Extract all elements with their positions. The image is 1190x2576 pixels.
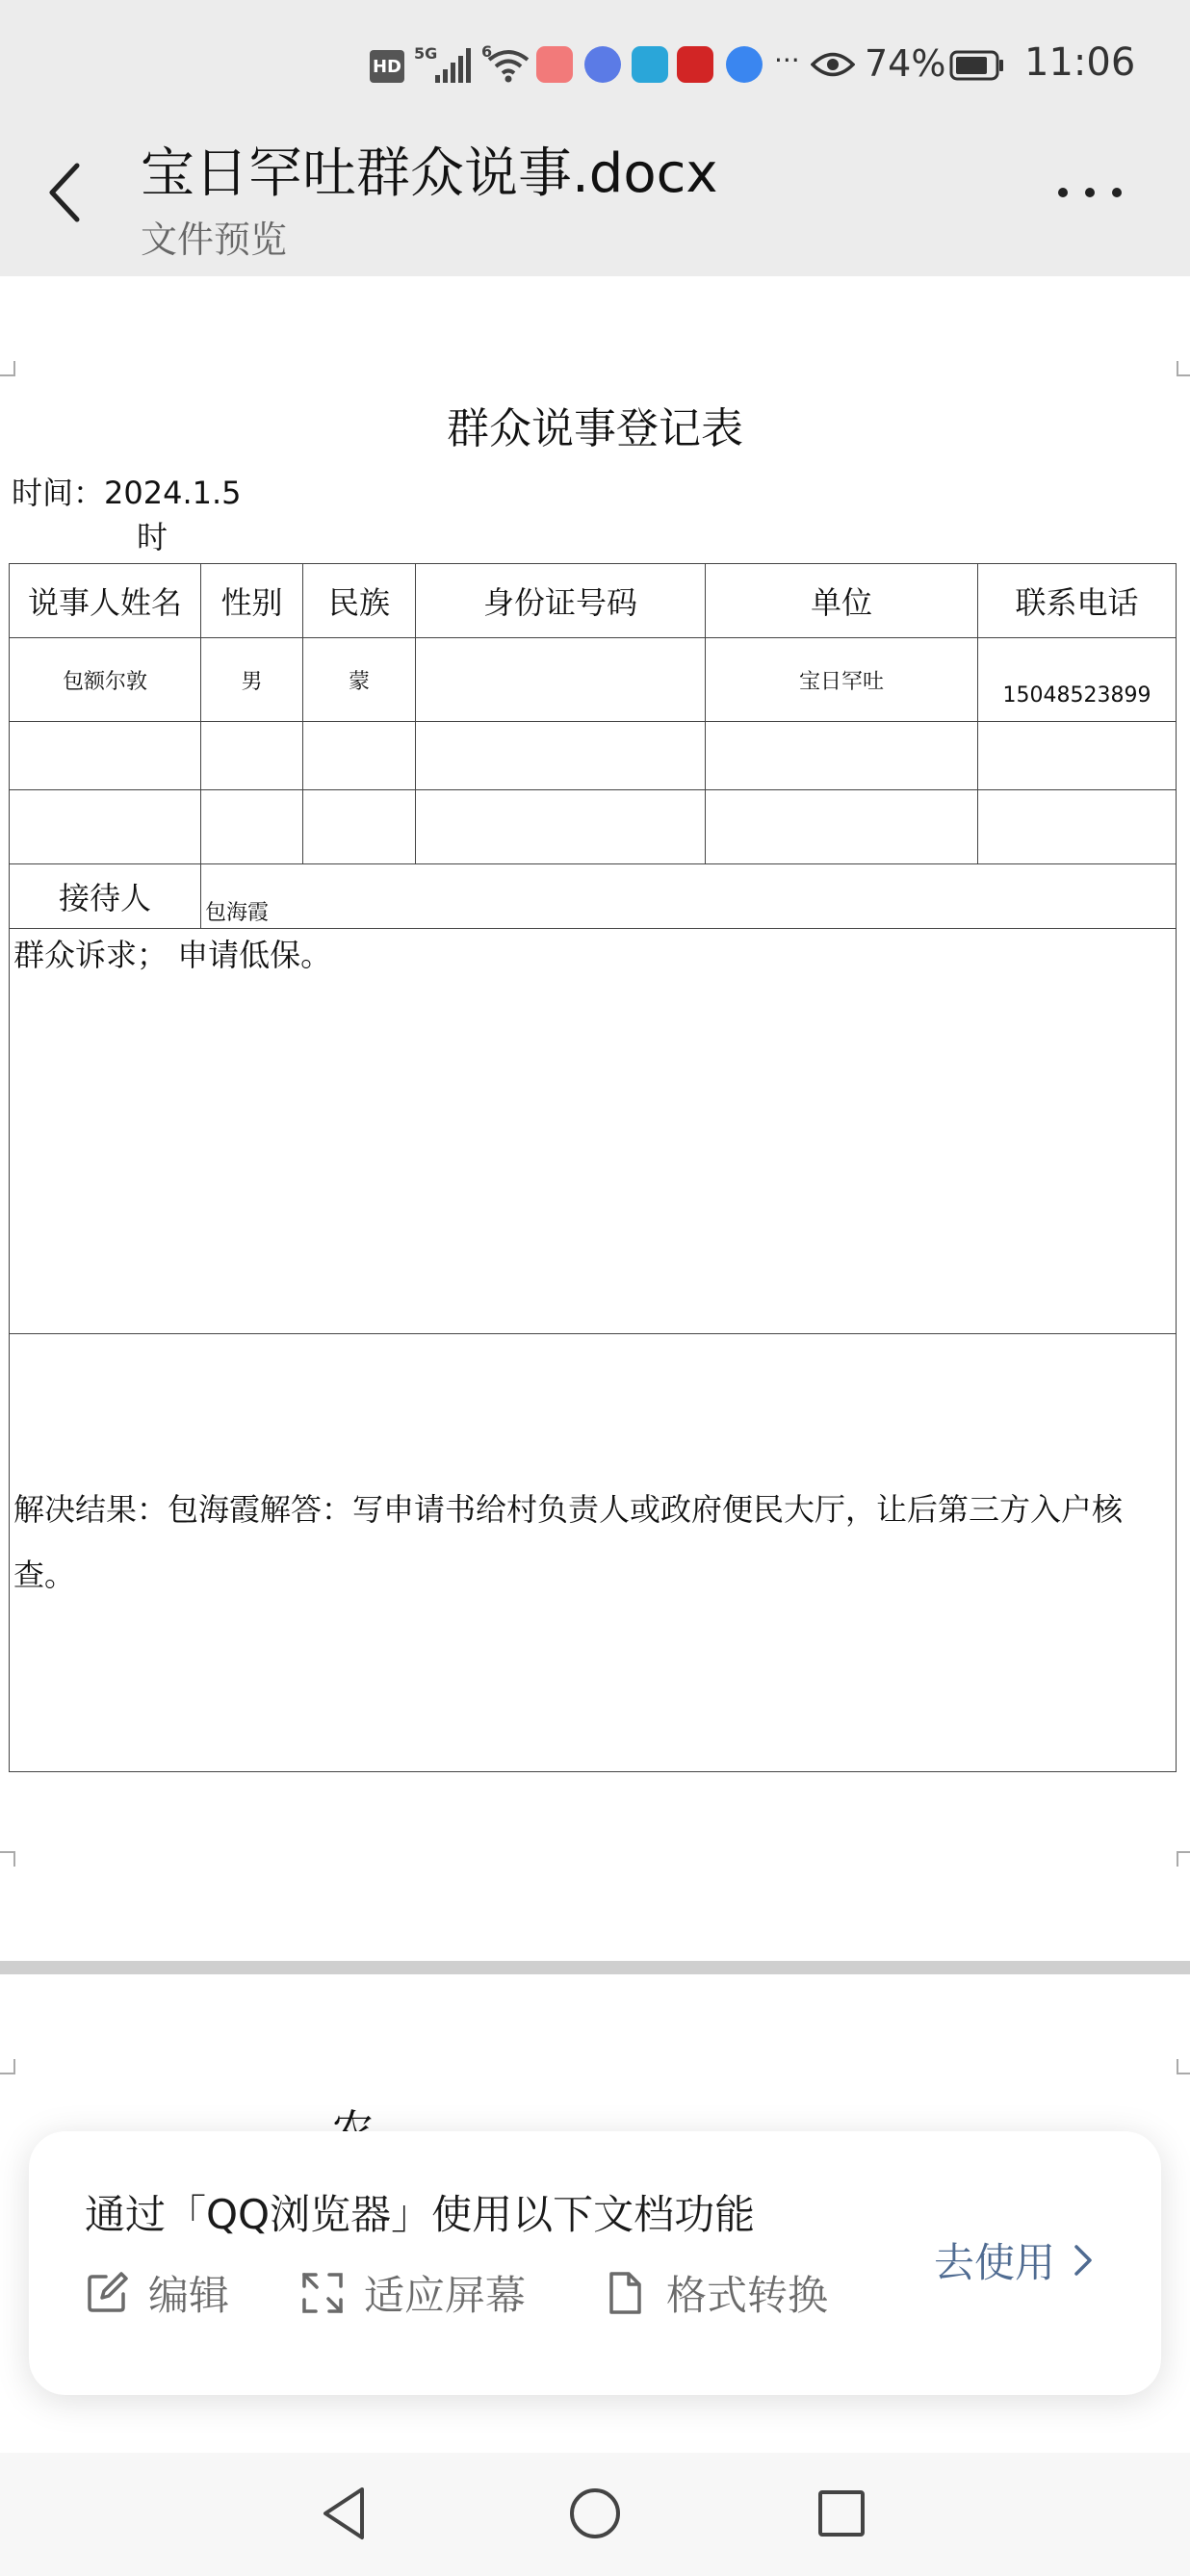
fit-screen-icon — [300, 2271, 345, 2315]
receiver-value: 包海霞 — [201, 864, 1177, 929]
table-cell: 宝日罕吐 — [706, 638, 978, 722]
back-arrow-icon[interactable] — [39, 154, 96, 231]
browser-app-icon — [726, 46, 763, 83]
network-type: 5G — [414, 44, 438, 63]
crop-mark — [1177, 361, 1190, 376]
header-cell: 性别 — [201, 564, 303, 638]
battery-percent: 74% — [865, 42, 946, 85]
request-row — [10, 929, 1177, 1334]
crop-mark — [0, 1851, 15, 1867]
table-cell — [706, 722, 978, 790]
go-use-button[interactable] — [934, 2231, 1098, 2289]
table-cell — [706, 790, 978, 864]
table-row — [10, 722, 1177, 790]
crop-mark — [1177, 1851, 1190, 1867]
table-cell — [416, 638, 706, 722]
table-cell — [416, 790, 706, 864]
nav-back-icon[interactable] — [312, 2480, 379, 2547]
table-cell — [303, 722, 416, 790]
request-text: 群众诉求； 申请低保。 — [13, 937, 332, 973]
music-app-icon — [584, 46, 621, 83]
nav-home-icon[interactable] — [561, 2480, 629, 2547]
format-convert-label: 格式转换 — [666, 2272, 829, 2319]
wifi-icon — [487, 48, 530, 83]
table-header-row — [10, 564, 1177, 638]
crop-mark — [0, 361, 15, 376]
shopping-app-icon — [536, 46, 573, 83]
more-options-icon[interactable] — [1051, 173, 1128, 212]
battery-icon — [949, 50, 1005, 81]
crop-mark — [0, 2059, 15, 2074]
table-cell: 15048523899 — [978, 638, 1177, 722]
table-row — [10, 790, 1177, 864]
header-cell: 单位 — [706, 564, 978, 638]
nav-recents-icon[interactable] — [808, 2480, 875, 2547]
header-cell: 民族 — [303, 564, 416, 638]
table-cell: 男 — [201, 638, 303, 722]
request-cell — [10, 929, 1177, 1334]
edit-icon — [85, 2271, 129, 2315]
result-row — [10, 1334, 1177, 1772]
table-cell — [10, 790, 201, 864]
signal-icon — [433, 48, 472, 83]
qq-browser-promo-card — [29, 2131, 1161, 2395]
clock: 11:06 — [1024, 40, 1136, 85]
table-cell: 包额尔敦 — [10, 638, 201, 722]
header-cell: 身份证号码 — [416, 564, 706, 638]
fit-screen-label: 适应屏幕 — [364, 2272, 527, 2319]
go-use-label: 去使用 — [934, 2239, 1056, 2286]
time-line: 时间：2024.1.5 — [12, 475, 242, 511]
format-convert-button[interactable] — [603, 2262, 828, 2324]
edit-feature-button[interactable] — [85, 2262, 229, 2324]
registration-table — [9, 563, 1177, 1772]
table-cell — [978, 722, 1177, 790]
xuexi-app-icon — [677, 46, 713, 83]
crop-mark — [1177, 2059, 1190, 2074]
more-notifications-icon: ··· — [774, 44, 800, 76]
fit-screen-button[interactable] — [300, 2262, 526, 2324]
time-tail: 时 — [137, 519, 168, 555]
receiver-row — [10, 864, 1177, 929]
document-page[interactable] — [0, 276, 1190, 1961]
header-cell: 说事人姓名 — [10, 564, 201, 638]
table-cell — [978, 790, 1177, 864]
status-bar — [0, 0, 1190, 135]
reader-app-icon — [632, 46, 668, 83]
header-cell: 联系电话 — [978, 564, 1177, 638]
result-cell — [10, 1334, 1177, 1772]
page-separator — [0, 1961, 1190, 1974]
table-cell — [416, 722, 706, 790]
table-cell — [303, 790, 416, 864]
top-bar — [0, 0, 1190, 276]
document-icon — [603, 2271, 647, 2315]
table-cell — [10, 722, 201, 790]
file-subtitle: 文件预览 — [141, 219, 288, 261]
receiver-label: 接待人 — [10, 864, 201, 929]
table-row — [10, 638, 1177, 722]
hd-badge: HD — [370, 50, 404, 83]
promo-title: 通过「QQ浏览器」使用以下文档功能 — [85, 2191, 756, 2238]
edit-label: 编辑 — [148, 2272, 230, 2319]
wifi-6-badge: 6 — [481, 42, 493, 61]
system-nav-bar — [0, 2453, 1190, 2576]
table-cell: 蒙 — [303, 638, 416, 722]
document-title: 群众说事登记表 — [447, 404, 743, 453]
chevron-right-icon — [1071, 2241, 1098, 2280]
eye-comfort-icon — [811, 50, 855, 79]
result-text: 解决结果：包海霞解答：写申请书给村负责人或政府便民大厅，让后第三方入户核查。 — [13, 1491, 1124, 1593]
table-cell — [201, 722, 303, 790]
table-cell — [201, 790, 303, 864]
file-title: 宝日罕吐群众说事.docx — [141, 142, 718, 205]
